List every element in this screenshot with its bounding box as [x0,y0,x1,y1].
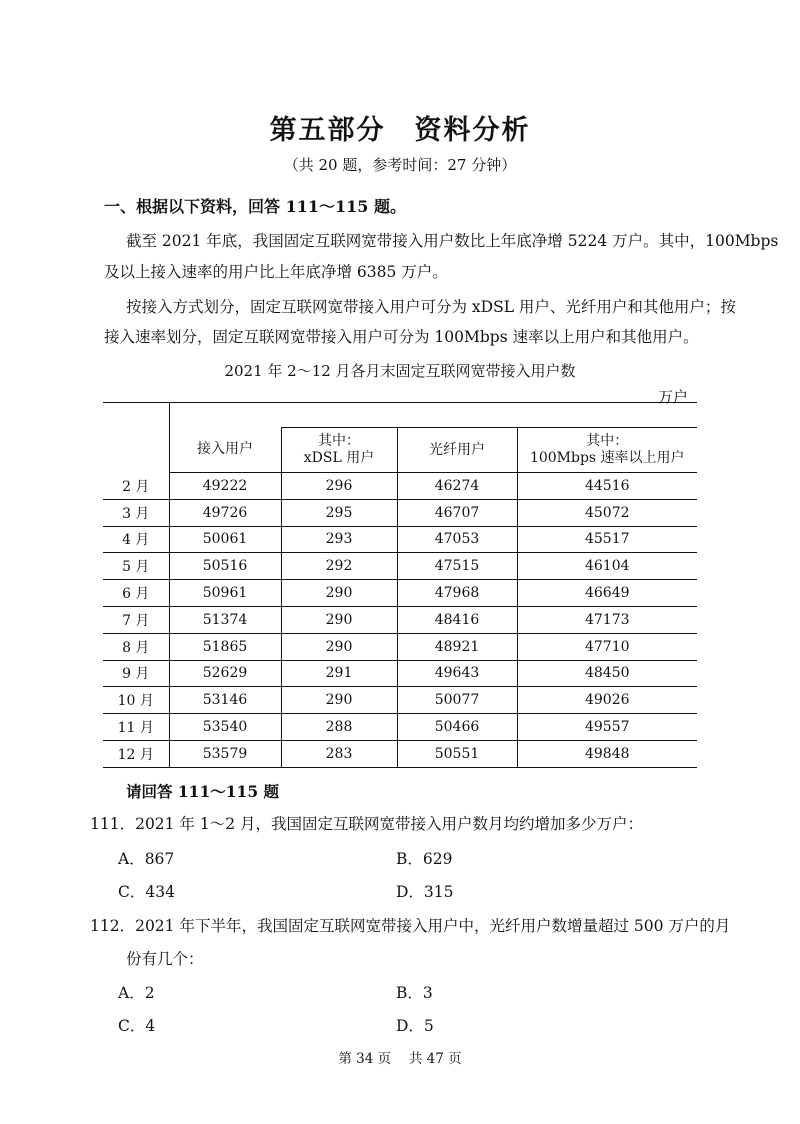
cell-access: 53540 [169,714,281,741]
cell-fiber: 50077 [397,687,517,714]
table-row [103,687,697,714]
cell-fiber: 46707 [397,499,517,526]
cell-speed: 47173 [517,606,697,633]
cell-access: 49222 [169,473,281,500]
cell-access: 50061 [169,526,281,553]
cell-access: 52629 [169,660,281,687]
header-fiber-users: 光纤用户 [397,428,517,473]
cell-speed: 46649 [517,580,697,607]
table-row [103,714,697,741]
cell-access: 51865 [169,633,281,660]
cell-xdsl: 293 [281,526,397,553]
table-row [103,553,697,580]
cell-speed: 47710 [517,633,697,660]
table-row [103,580,697,607]
cell-access: 53579 [169,740,281,767]
cell-month: 3 月 [103,499,169,526]
cell-month: 6 月 [103,580,169,607]
cell-fiber: 48921 [397,633,517,660]
cell-xdsl: 290 [281,580,397,607]
table-caption: 2021 年 2～12 月各月末固定互联网宽带接入用户数 [224,362,576,380]
cell-speed: 44516 [517,473,697,500]
cell-month: 5 月 [103,553,169,580]
question-112-option-a[interactable]: A．2 [118,984,155,1002]
table-row [103,740,697,767]
table-row [103,606,697,633]
cell-month: 2 月 [103,473,169,500]
table-row [103,526,697,553]
cell-xdsl: 288 [281,714,397,741]
question-111: 111．2021 年 1～2 月，我国固定互联网宽带接入用户数月均约增加多少万户： [90,815,644,833]
cell-fiber: 47515 [397,553,517,580]
cell-access: 53146 [169,687,281,714]
page-title: 第五部分 资料分析 [269,115,531,146]
cell-xdsl: 291 [281,660,397,687]
question-112-option-d[interactable]: D．5 [396,1017,434,1035]
cell-xdsl: 283 [281,740,397,767]
cell-month: 9 月 [103,660,169,687]
cell-access: 50961 [169,580,281,607]
cell-xdsl: 292 [281,553,397,580]
questions-intro: 请回答 111～115 题 [126,782,280,801]
paragraph-line: 截至 2021 年底，我国固定互联网宽带接入用户数比上年底净增 5224 万户。其中，100Mbps [126,232,779,250]
cell-fiber: 50466 [397,714,517,741]
table-unit: 万户 [658,388,689,406]
cell-fiber: 49643 [397,660,517,687]
paragraph-line: 接入速率划分，固定互联网宽带接入用户可分为 100Mbps 速率以上用户和其他用户。 [104,328,699,346]
header-access-users: 接入用户 [169,428,281,473]
cell-month: 10 月 [103,687,169,714]
cell-speed: 45072 [517,499,697,526]
table-row [103,660,697,687]
cell-xdsl: 290 [281,633,397,660]
cell-fiber: 47053 [397,526,517,553]
table-row [103,473,697,500]
cell-speed: 49848 [517,740,697,767]
cell-month: 12 月 [103,740,169,767]
question-111-option-d[interactable]: D．315 [396,883,454,901]
header-xdsl-users: 其中： xDSL 用户 [281,428,397,473]
question-112-option-b[interactable]: B．3 [396,984,433,1002]
table-row [103,499,697,526]
cell-speed: 49026 [517,687,697,714]
cell-speed: 45517 [517,526,697,553]
cell-access: 50516 [169,553,281,580]
cell-speed: 49557 [517,714,697,741]
page-subtitle: （共 20 题，参考时间：27 分钟） [283,156,517,174]
question-112-option-c[interactable]: C．4 [118,1017,156,1035]
question-112-continued: 份有几个： [126,950,204,968]
question-111-option-a[interactable]: A．867 [118,850,175,868]
cell-month: 7 月 [103,606,169,633]
cell-xdsl: 296 [281,473,397,500]
cell-fiber: 46274 [397,473,517,500]
section-heading: 一、根据以下资料，回答 111～115 题。 [104,197,406,216]
broadband-users-table [103,402,697,768]
header-100mbps-users: 其中： 100Mbps 速率以上用户 [517,428,697,473]
cell-month: 11 月 [103,714,169,741]
paragraph-line: 及以上接入速率的用户比上年底净增 6385 万户。 [104,263,448,281]
header-month-blank [103,403,169,473]
cell-month: 8 月 [103,633,169,660]
cell-access: 51374 [169,606,281,633]
cell-speed: 48450 [517,660,697,687]
cell-speed: 46104 [517,553,697,580]
cell-fiber: 48416 [397,606,517,633]
table-row [103,633,697,660]
cell-fiber: 47968 [397,580,517,607]
cell-xdsl: 290 [281,606,397,633]
question-111-option-c[interactable]: C．434 [118,883,175,901]
page-footer: 第 34 页 共 47 页 [338,1051,462,1067]
cell-access: 49726 [169,499,281,526]
paragraph-line: 按接入方式划分，固定互联网宽带接入用户可分为 xDSL 用户、光纤用户和其他用户；按 [126,298,736,316]
cell-xdsl: 295 [281,499,397,526]
cell-month: 4 月 [103,526,169,553]
cell-xdsl: 290 [281,687,397,714]
question-111-option-b[interactable]: B．629 [396,850,453,868]
cell-fiber: 50551 [397,740,517,767]
question-112: 112．2021 年下半年，我国固定互联网宽带接入用户中，光纤用户数增量超过 500 万户的月 [90,917,731,935]
